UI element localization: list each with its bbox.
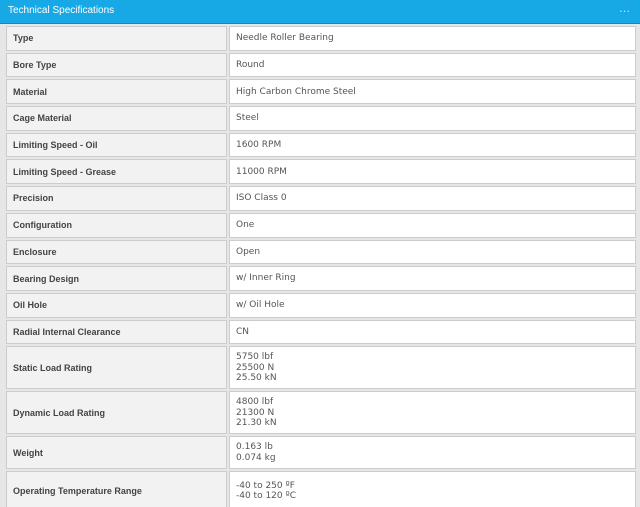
spec-label: Oil Hole — [6, 293, 227, 318]
table-row — [6, 320, 636, 345]
spec-value: 25.50 kN — [236, 372, 277, 383]
spec-value: Open — [236, 246, 261, 257]
table-row — [6, 186, 636, 211]
table-row — [6, 26, 636, 51]
spec-value-cell — [229, 53, 636, 78]
specifications-table — [4, 24, 638, 507]
spec-value: 0.074 kg — [236, 452, 276, 463]
spec-value: 21.30 kN — [236, 417, 277, 428]
spec-value: Needle Roller Bearing — [236, 33, 334, 44]
panel-header — [0, 0, 640, 24]
spec-value: Round — [236, 59, 265, 70]
spec-label: Weight — [6, 436, 227, 469]
table-row — [6, 240, 636, 265]
spec-label: Bore Type — [6, 53, 227, 78]
spec-value: -40 to 250 ºF — [236, 480, 295, 491]
spec-label: Static Load Rating — [6, 346, 227, 389]
table-row — [6, 293, 636, 318]
spec-value: w/ Inner Ring — [236, 273, 296, 284]
spec-value: ISO Class 0 — [236, 193, 287, 204]
spec-value: w/ Oil Hole — [236, 300, 285, 311]
table-row — [6, 133, 636, 158]
spec-label: Dynamic Load Rating — [6, 391, 227, 434]
spec-value-cell — [229, 471, 636, 507]
spec-value-cell — [229, 26, 636, 51]
table-row — [6, 159, 636, 184]
spec-value-cell — [229, 293, 636, 318]
spec-label: Configuration — [6, 213, 227, 238]
table-row — [6, 79, 636, 104]
more-options-icon[interactable]: … — [619, 2, 631, 15]
table-row — [6, 391, 636, 434]
spec-value: 0.163 lb — [236, 442, 273, 453]
spec-value: 25500 N — [236, 362, 275, 373]
spec-value: High Carbon Chrome Steel — [236, 86, 356, 97]
spec-value-cell — [229, 106, 636, 131]
spec-label: Cage Material — [6, 106, 227, 131]
spec-value-cell — [229, 320, 636, 345]
spec-value-cell — [229, 266, 636, 291]
spec-value: Steel — [236, 113, 259, 124]
spec-value: 11000 RPM — [236, 166, 287, 177]
table-row — [6, 436, 636, 469]
table-row — [6, 471, 636, 507]
spec-value-cell — [229, 346, 636, 389]
panel-title: Technical Specifications — [8, 5, 115, 16]
spec-value: CN — [236, 326, 250, 337]
table-row — [6, 266, 636, 291]
spec-label: Material — [6, 79, 227, 104]
spec-label: Precision — [6, 186, 227, 211]
spec-label: Type — [6, 26, 227, 51]
spec-value-cell — [229, 79, 636, 104]
spec-value-cell — [229, 186, 636, 211]
table-row — [6, 53, 636, 78]
spec-value-cell — [229, 391, 636, 434]
spec-value: One — [236, 219, 255, 230]
spec-label: Limiting Speed - Oil — [6, 133, 227, 158]
spec-label: Limiting Speed - Grease — [6, 159, 227, 184]
spec-value: 4800 lbf — [236, 397, 274, 408]
spec-label: Bearing Design — [6, 266, 227, 291]
spec-value-cell — [229, 159, 636, 184]
spec-value-cell — [229, 240, 636, 265]
spec-label: Enclosure — [6, 240, 227, 265]
spec-value-cell — [229, 436, 636, 469]
spec-value-cell — [229, 213, 636, 238]
table-row — [6, 106, 636, 131]
spec-value: -40 to 120 ºC — [236, 491, 297, 502]
spec-value: 5750 lbf — [236, 352, 274, 363]
table-row — [6, 213, 636, 238]
table-row — [6, 346, 636, 389]
spec-value-cell — [229, 133, 636, 158]
spec-label: Radial Internal Clearance — [6, 320, 227, 345]
spec-value: 21300 N — [236, 407, 275, 418]
specifications-table-body — [6, 26, 636, 507]
spec-label: Operating Temperature Range — [6, 471, 227, 507]
spec-value: 1600 RPM — [236, 139, 282, 150]
